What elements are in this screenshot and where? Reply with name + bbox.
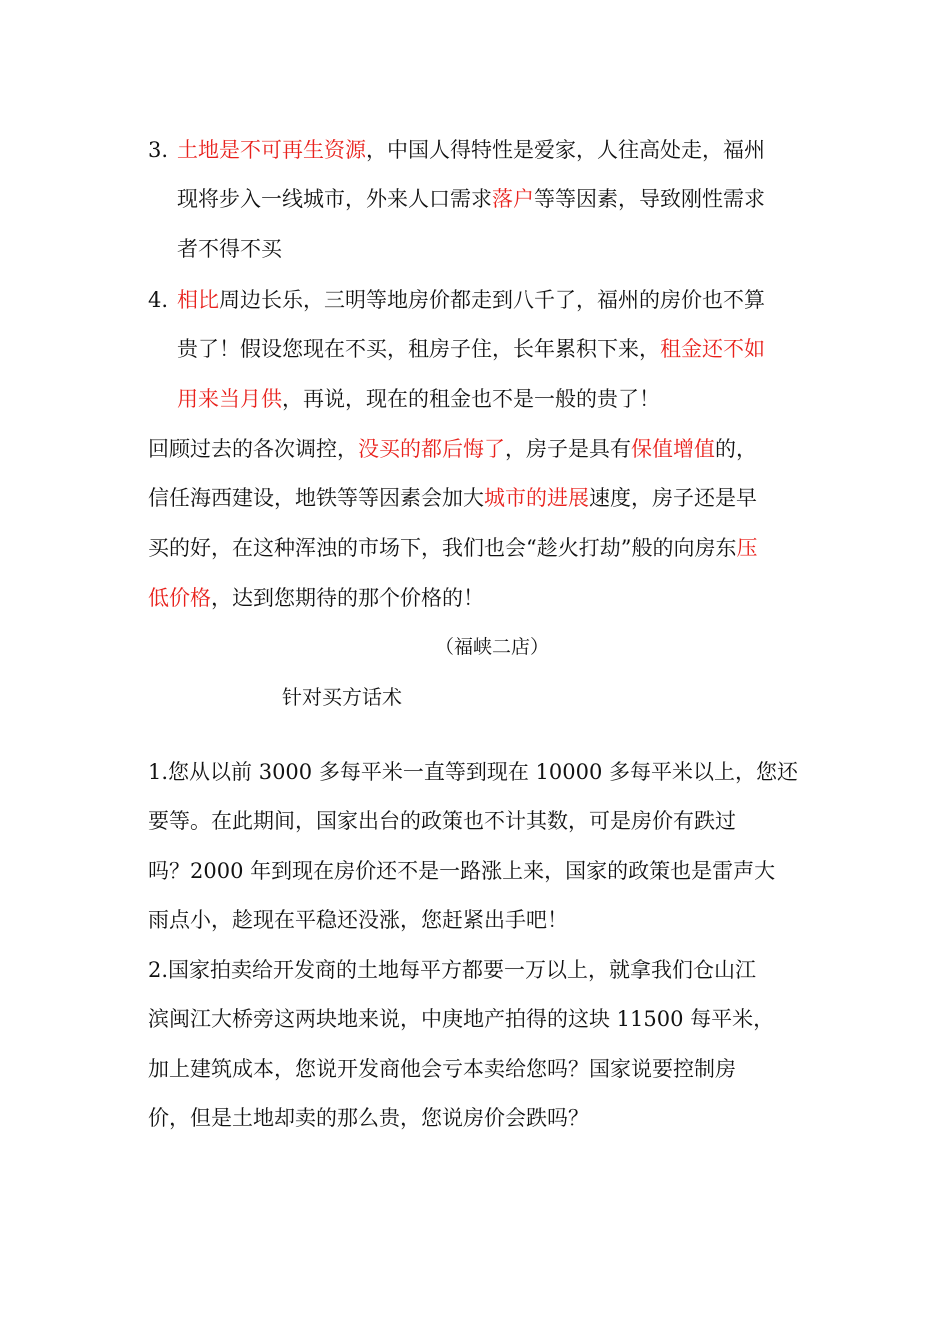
buyer-line: 要等。在此期间，国家出台的政策也不计其数，可是房价有跌过 xyxy=(148,809,736,833)
store-name: （福峡二店） xyxy=(435,636,550,658)
item-3-number: 3. xyxy=(148,138,169,162)
review-line-1 xyxy=(148,436,757,462)
body-text: 等等因素，导致刚性需求 xyxy=(534,187,765,211)
body-text: 速度，房子还是早 xyxy=(589,486,757,510)
review-line-3 xyxy=(148,535,757,561)
buyer-line: 价，但是土地却卖的那么贵，您说房价会跌吗？ xyxy=(148,1106,589,1130)
body-text: 回顾过去的各次调控， xyxy=(148,437,358,461)
buyer-line: 加上建筑成本，您说开发商他会亏本卖给您吗？国家说要控制房 xyxy=(148,1057,736,1081)
buyer-line: 雨点小，趁现在平稳还没涨，您赶紧出手吧！ xyxy=(148,908,568,932)
item-4-line-3 xyxy=(177,386,660,412)
highlight-text: 城市的进展 xyxy=(484,486,589,510)
buyer-line: 1.您从以前 3000 多每平米一直等到现在 10000 多每平米以上，您还 xyxy=(148,760,798,784)
body-text: 的， xyxy=(715,437,757,461)
buyer-line: 2.国家拍卖给开发商的土地每平方都要一万以上，就拿我们仓山江 xyxy=(148,958,757,982)
highlight-text: 相比 xyxy=(177,288,219,312)
item-3-line-2 xyxy=(177,186,765,212)
body-text: 现将步入一线城市，外来人口需求 xyxy=(177,187,492,211)
item-4-number: 4. xyxy=(148,288,169,312)
body-text: 贵了！假设您现在不买，租房子住，长年累积下来， xyxy=(177,337,660,361)
item-4-line-2 xyxy=(177,336,765,362)
highlight-text: 租金还不如 xyxy=(660,337,765,361)
highlight-text: 没买的都后悔了 xyxy=(358,437,505,461)
item-3-line-1 xyxy=(177,137,765,163)
body-text: ，中国人得特性是爱家，人往高处走，福州 xyxy=(366,138,765,162)
body-text: ，达到您期待的那个价格的！ xyxy=(211,586,484,610)
highlight-text: 低价格 xyxy=(148,586,211,610)
review-line-4 xyxy=(148,585,484,611)
highlight-text: 用来当月供 xyxy=(177,387,282,411)
highlight-text: 落户 xyxy=(492,187,534,211)
body-text: ，房子是具有 xyxy=(505,437,631,461)
item-3-line-3: 者不得不买 xyxy=(177,237,282,261)
body-text: ，再说，现在的租金也不是一般的贵了！ xyxy=(282,387,660,411)
buyer-line: 滨闽江大桥旁这两块地来说，中庚地产拍得的这块 11500 每平米， xyxy=(148,1007,775,1031)
body-text: 信任海西建设，地铁等等因素会加大 xyxy=(148,486,484,510)
highlight-text: 保值增值 xyxy=(631,437,715,461)
body-text: 买的好，在这种浑浊的市场下，我们也会“趁火打劫”般的向房东 xyxy=(148,536,737,560)
review-line-2 xyxy=(148,485,757,511)
highlight-text: 压 xyxy=(736,536,758,560)
section-title: 针对买方话术 xyxy=(282,685,402,709)
highlight-text: 土地是不可再生资源 xyxy=(177,138,366,162)
item-4-line-1 xyxy=(177,287,765,313)
body-text: 周边长乐，三明等地房价都走到八千了，福州的房价也不算 xyxy=(219,288,765,312)
buyer-line: 吗？2000 年到现在房价还不是一路涨上来，国家的政策也是雷声大 xyxy=(148,859,776,883)
